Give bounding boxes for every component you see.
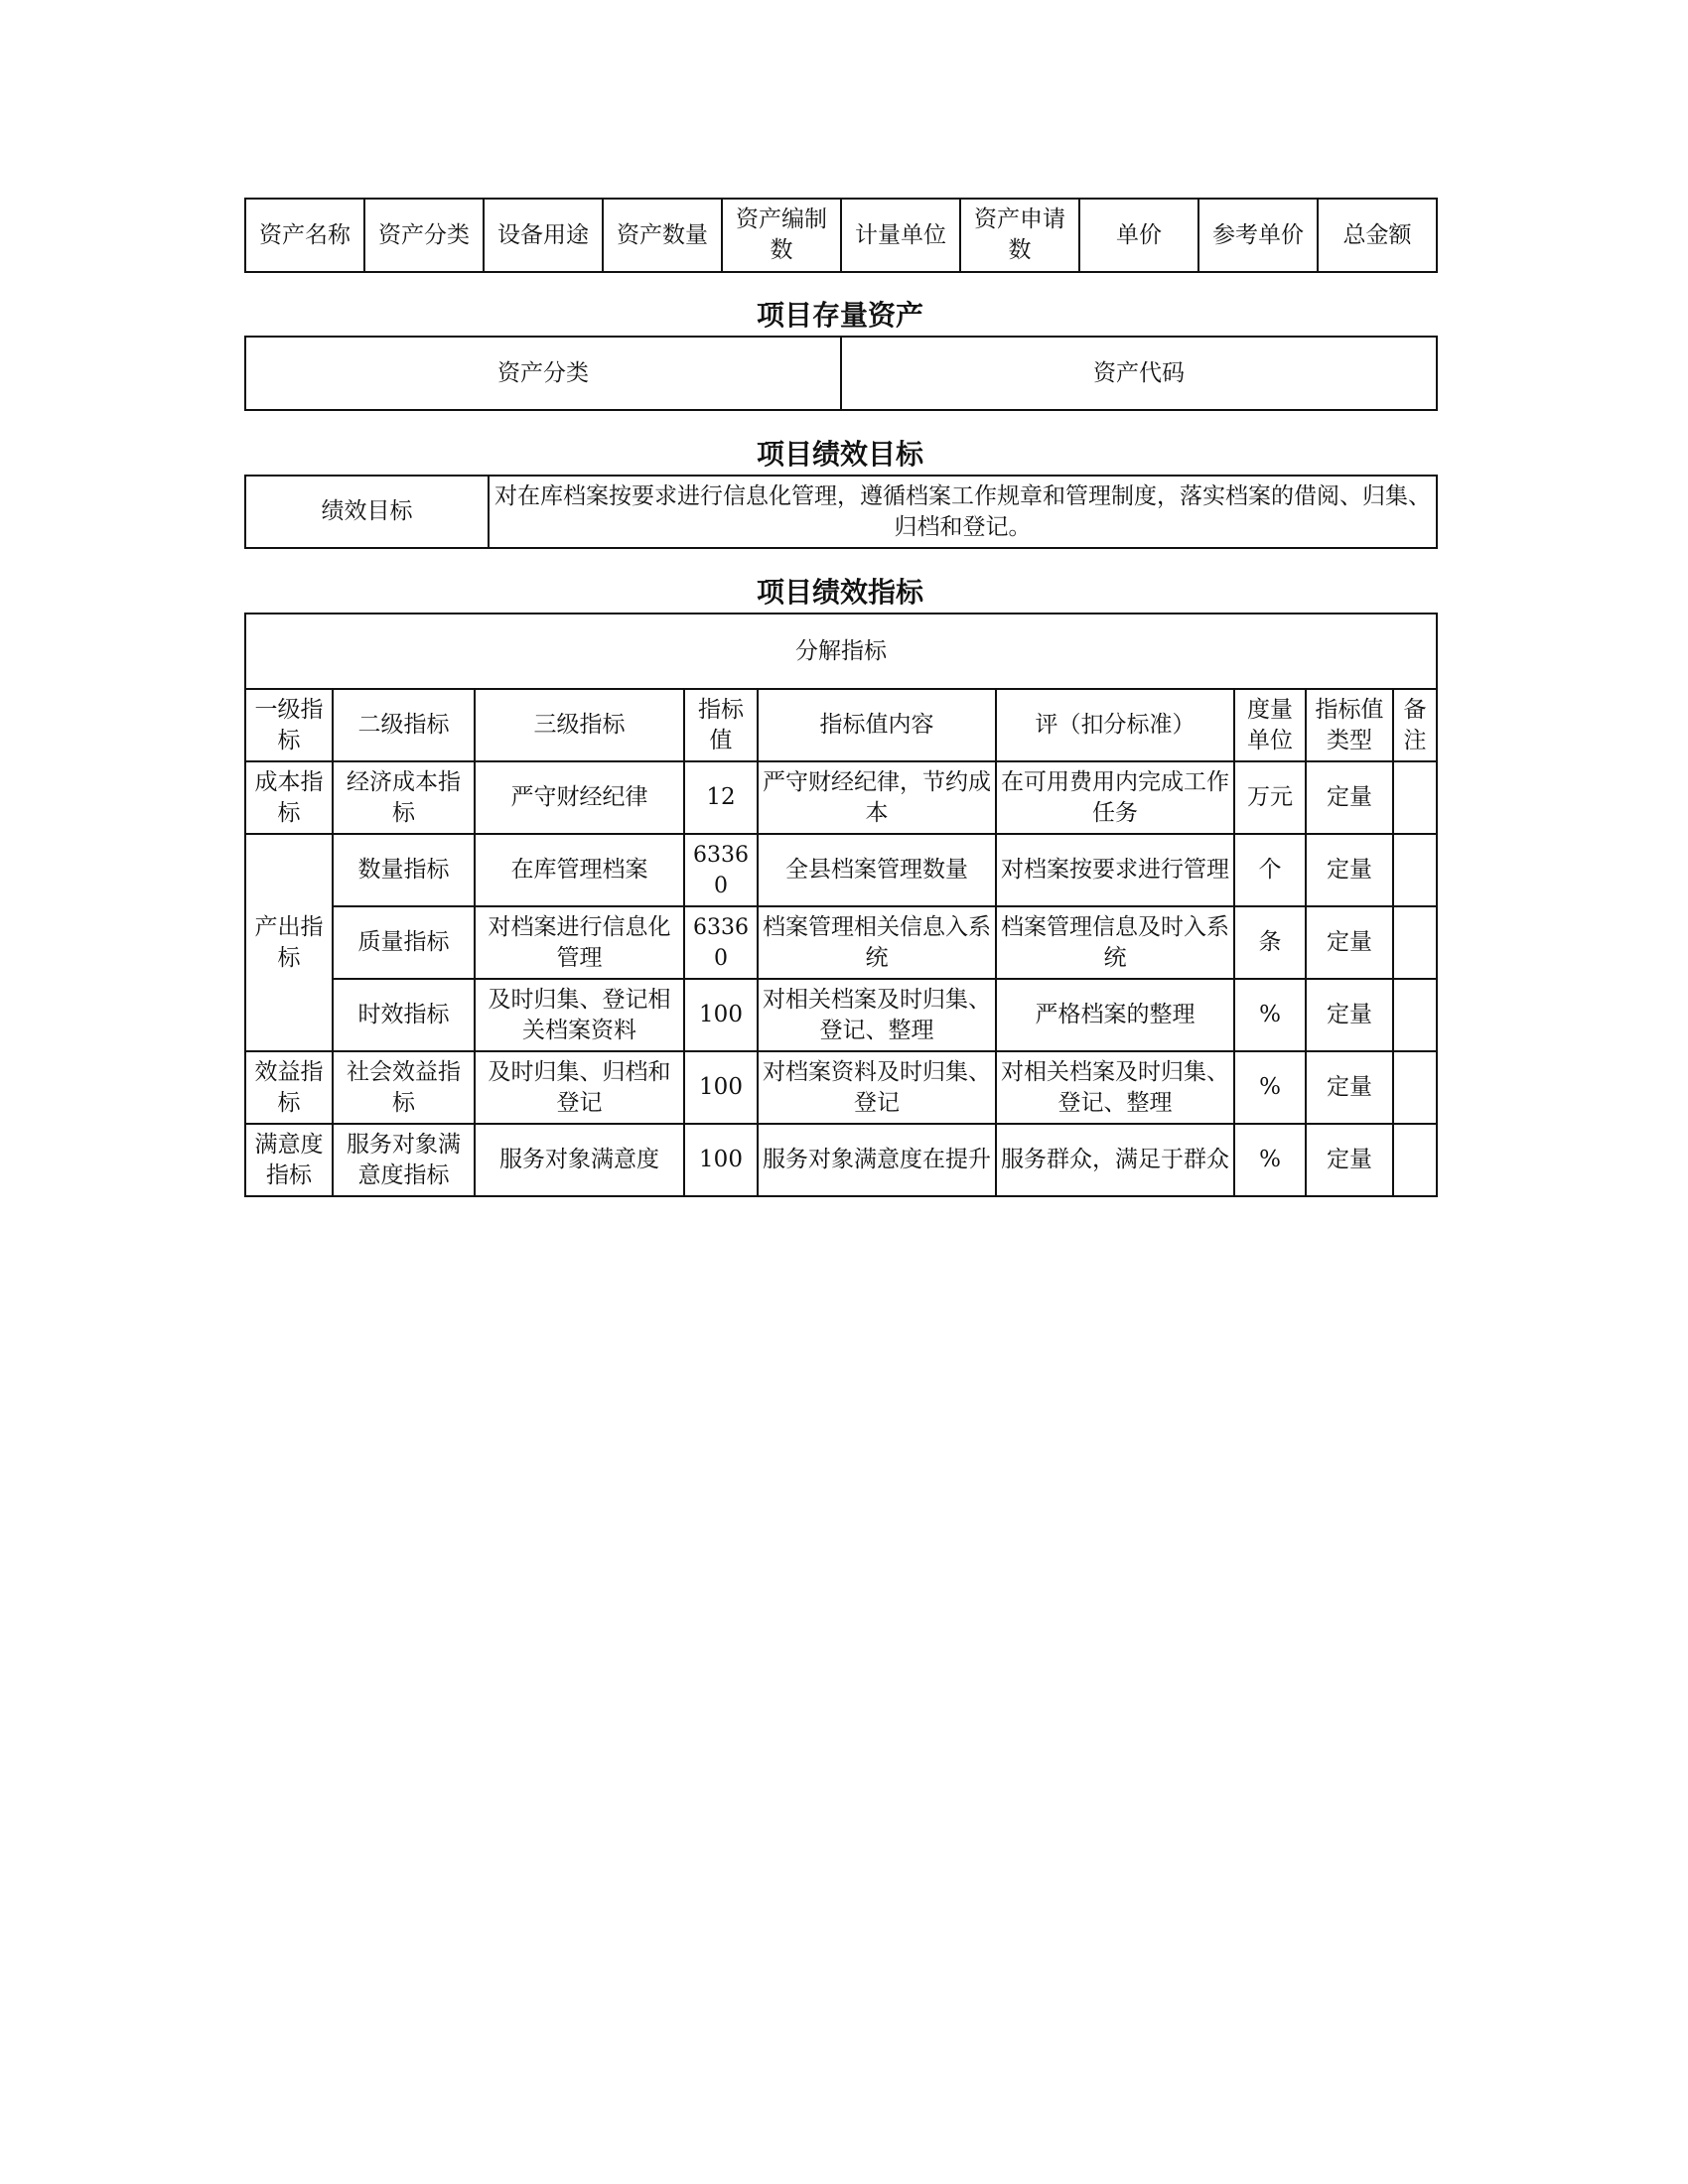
asset-header-row bbox=[245, 199, 1437, 272]
level2-cell: 社会效益指标 bbox=[333, 1051, 475, 1124]
level1-cell: 满意度指标 bbox=[245, 1124, 333, 1196]
stock-assets-header-row bbox=[245, 337, 1437, 410]
content-cell: 服务对象满意度在提升 bbox=[758, 1124, 996, 1196]
header-cell: 设备用途 bbox=[484, 199, 603, 272]
standard-cell: 档案管理信息及时入系统 bbox=[996, 906, 1234, 979]
table-row bbox=[245, 1051, 1437, 1124]
performance-goal-row bbox=[245, 476, 1437, 548]
header-cell: 资产代码 bbox=[841, 337, 1437, 410]
header-cell: 备注 bbox=[1393, 689, 1437, 761]
note-cell bbox=[1393, 906, 1437, 979]
standard-cell: 服务群众，满足于群众 bbox=[996, 1124, 1234, 1196]
header-cell: 资产数量 bbox=[603, 199, 722, 272]
table-row bbox=[245, 834, 1437, 906]
header-cell: 二级指标 bbox=[333, 689, 475, 761]
header-cell: 度量单位 bbox=[1234, 689, 1306, 761]
level1-cell: 成本指标 bbox=[245, 761, 333, 834]
value-cell: 12 bbox=[684, 761, 758, 834]
note-cell bbox=[1393, 1124, 1437, 1196]
level3-cell: 及时归集、归档和登记 bbox=[475, 1051, 684, 1124]
unit-cell: % bbox=[1234, 979, 1306, 1051]
header-cell: 资产编制数 bbox=[722, 199, 841, 272]
header-cell: 指标值类型 bbox=[1306, 689, 1393, 761]
header-cell: 参考单价 bbox=[1198, 199, 1318, 272]
level3-cell: 在库管理档案 bbox=[475, 834, 684, 906]
type-cell: 定量 bbox=[1306, 906, 1393, 979]
indicator-header-row bbox=[245, 689, 1437, 761]
value-cell: 100 bbox=[684, 1051, 758, 1124]
performance-goal-title: 项目绩效目标 bbox=[756, 438, 923, 471]
content-cell: 全县档案管理数量 bbox=[758, 834, 996, 906]
level3-cell: 及时归集、登记相关档案资料 bbox=[475, 979, 684, 1051]
unit-cell: % bbox=[1234, 1051, 1306, 1124]
value-cell: 100 bbox=[684, 979, 758, 1051]
type-cell: 定量 bbox=[1306, 761, 1393, 834]
table-row bbox=[245, 979, 1437, 1051]
header-cell: 计量单位 bbox=[841, 199, 960, 272]
header-cell: 资产分类 bbox=[245, 337, 841, 410]
performance-goal-table bbox=[244, 475, 1438, 549]
level2-cell: 经济成本指标 bbox=[333, 761, 475, 834]
table-row bbox=[245, 761, 1437, 834]
performance-indicators-table bbox=[244, 613, 1438, 1197]
table-row bbox=[245, 1124, 1437, 1196]
level2-cell: 数量指标 bbox=[333, 834, 475, 906]
header-cell: 评（扣分标准） bbox=[996, 689, 1234, 761]
header-cell: 指标值内容 bbox=[758, 689, 996, 761]
goal-text: 对在库档案按要求进行信息化管理，遵循档案工作规章和管理制度，落实档案的借阅、归集、归档和登记。 bbox=[489, 476, 1437, 548]
type-cell: 定量 bbox=[1306, 1124, 1393, 1196]
header-cell: 指标值 bbox=[684, 689, 758, 761]
header-cell: 总金额 bbox=[1318, 199, 1437, 272]
header-cell: 单价 bbox=[1079, 199, 1198, 272]
content-cell: 对档案资料及时归集、登记 bbox=[758, 1051, 996, 1124]
note-cell bbox=[1393, 834, 1437, 906]
performance-indicators-title: 项目绩效指标 bbox=[756, 576, 923, 609]
unit-cell: 条 bbox=[1234, 906, 1306, 979]
header-cell: 一级指标 bbox=[245, 689, 333, 761]
stock-assets-table bbox=[244, 336, 1438, 411]
table-row bbox=[245, 906, 1437, 979]
level3-cell: 服务对象满意度 bbox=[475, 1124, 684, 1196]
value-cell: 63360 bbox=[684, 906, 758, 979]
value-cell: 63360 bbox=[684, 834, 758, 906]
unit-cell: 个 bbox=[1234, 834, 1306, 906]
band-row bbox=[245, 614, 1437, 689]
header-cell: 资产名称 bbox=[245, 199, 364, 272]
asset-table bbox=[244, 198, 1438, 273]
content-cell: 对相关档案及时归集、登记、整理 bbox=[758, 979, 996, 1051]
note-cell bbox=[1393, 979, 1437, 1051]
level2-cell: 质量指标 bbox=[333, 906, 475, 979]
stock-assets-title: 项目存量资产 bbox=[756, 299, 923, 332]
content-cell: 严守财经纪律，节约成本 bbox=[758, 761, 996, 834]
standard-cell: 严格档案的整理 bbox=[996, 979, 1234, 1051]
note-cell bbox=[1393, 1051, 1437, 1124]
level2-cell: 服务对象满意度指标 bbox=[333, 1124, 475, 1196]
decomposed-indicators-band: 分解指标 bbox=[245, 614, 1437, 689]
type-cell: 定量 bbox=[1306, 979, 1393, 1051]
content-cell: 档案管理相关信息入系统 bbox=[758, 906, 996, 979]
unit-cell: % bbox=[1234, 1124, 1306, 1196]
level3-cell: 对档案进行信息化管理 bbox=[475, 906, 684, 979]
level2-cell: 时效指标 bbox=[333, 979, 475, 1051]
standard-cell: 对相关档案及时归集、登记、整理 bbox=[996, 1051, 1234, 1124]
standard-cell: 在可用费用内完成工作任务 bbox=[996, 761, 1234, 834]
header-cell: 三级指标 bbox=[475, 689, 684, 761]
goal-label: 绩效目标 bbox=[245, 476, 489, 548]
header-cell: 资产分类 bbox=[364, 199, 484, 272]
level1-cell: 效益指标 bbox=[245, 1051, 333, 1124]
header-cell: 资产申请数 bbox=[960, 199, 1079, 272]
level1-cell: 产出指标 bbox=[245, 834, 333, 1051]
note-cell bbox=[1393, 761, 1437, 834]
unit-cell: 万元 bbox=[1234, 761, 1306, 834]
standard-cell: 对档案按要求进行管理 bbox=[996, 834, 1234, 906]
level3-cell: 严守财经纪律 bbox=[475, 761, 684, 834]
value-cell: 100 bbox=[684, 1124, 758, 1196]
type-cell: 定量 bbox=[1306, 834, 1393, 906]
type-cell: 定量 bbox=[1306, 1051, 1393, 1124]
